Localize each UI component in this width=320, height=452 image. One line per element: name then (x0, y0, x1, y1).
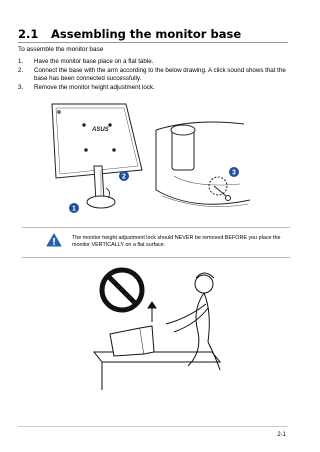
step-item (18, 67, 288, 82)
step-number: 3. (18, 83, 24, 91)
callout-3 (229, 167, 239, 177)
section-number: 2.1 (18, 27, 39, 41)
svg-text:1: 1 (72, 205, 76, 213)
lift-arrow (148, 302, 156, 322)
asus-logo: ASUS (92, 127, 109, 133)
warning-illustration (92, 262, 242, 392)
footer-divider (18, 426, 288, 427)
steps-list (18, 58, 288, 93)
step-item (18, 58, 288, 66)
prohibition-icon (102, 270, 142, 310)
warning-icon (46, 233, 62, 247)
step-text: Remove the monitor height adjustment lock. (34, 83, 155, 91)
section-title: Assembling the monitor base (51, 27, 242, 41)
step-text: Have the monitor base place on a flat table. (34, 58, 154, 65)
step-number: 1. (18, 58, 24, 65)
step-number: 2. (18, 67, 24, 75)
note-divider-top (22, 227, 290, 228)
page-number: 2-1 (277, 432, 286, 438)
callout-2 (119, 171, 129, 181)
monitor (110, 326, 154, 356)
note-divider-bottom (22, 257, 290, 258)
note-text: The monitor height adjustment lock should NEVER be removed BEFORE you place the monitor VERTICALLY on a flat surface. (72, 235, 281, 248)
table (94, 352, 220, 390)
assembly-illustration (44, 100, 254, 220)
height-lock (209, 177, 231, 201)
intro-text: To assemble the monitor base (18, 46, 104, 53)
section-heading (18, 27, 288, 41)
base-closeup (156, 122, 250, 207)
step-item (18, 84, 288, 92)
step-text: Connect the base with the arm according to the below drawing. A click sound shows that the base has been connected successfully. (34, 67, 286, 82)
title-divider (18, 42, 288, 43)
svg-text:3: 3 (232, 169, 236, 177)
svg-text:2: 2 (122, 173, 126, 181)
callout-1 (69, 203, 79, 213)
